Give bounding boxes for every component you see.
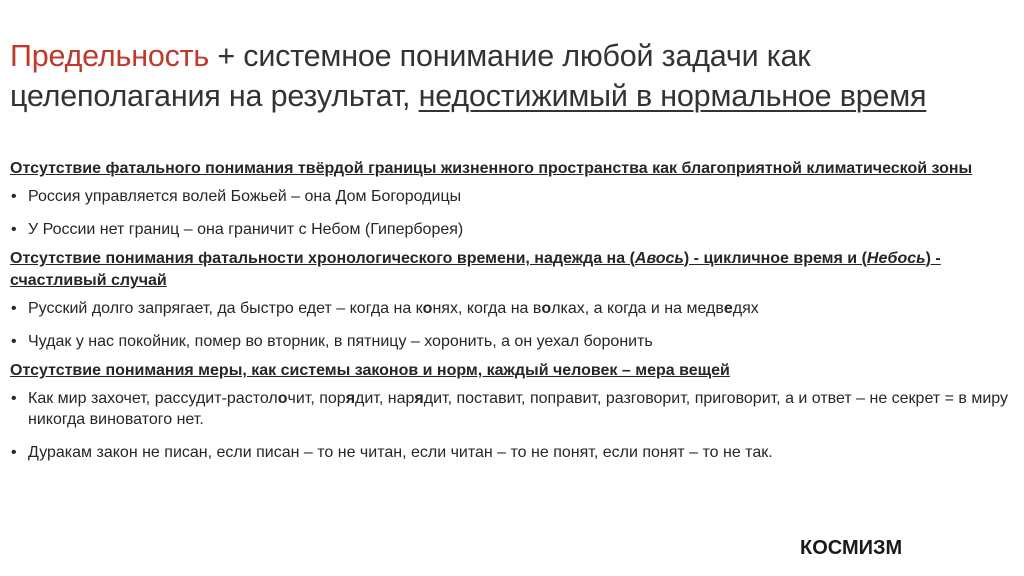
bullet-part: дит, нар bbox=[355, 390, 415, 407]
bullet-item bbox=[10, 298, 1010, 319]
bullet-stress: о bbox=[277, 390, 288, 407]
section-heading: Отсутствие фатального понимания твёрдой границы жизненного пространства как благоприятной климатической зоны bbox=[10, 160, 973, 177]
bullet-stress: я bbox=[345, 390, 356, 407]
bullet-part: дит, поставит, поправит, разговорит, приговорит, а и ответ – не секрет = в миру никогда виноватого нет. bbox=[28, 390, 1008, 428]
bullet-item: • У России нет границ – она граничит с Небом (Гиперборея) bbox=[10, 219, 1010, 240]
title-text: + системное понимание любой задачи как целеполагания на результат, bbox=[10, 39, 811, 113]
bullet-part: Русский долго запрягает, да быстро едет – когда на к bbox=[28, 300, 423, 317]
title-underlined: недостижимый в нормальное время bbox=[418, 79, 927, 113]
section-time bbox=[10, 248, 1010, 352]
bullet-item: • Россия управляется волей Божьей – она Дом Богородицы bbox=[10, 186, 1010, 207]
bullet-stress: о bbox=[422, 300, 433, 317]
slide-content bbox=[10, 158, 1010, 475]
bullet-stress: о bbox=[541, 300, 552, 317]
bullet-part: лках, а когда и на медв bbox=[551, 300, 724, 317]
bullet-stress: я bbox=[414, 390, 424, 407]
footer-label: КОСМИЗМ bbox=[800, 537, 903, 559]
bullet-item bbox=[10, 388, 1010, 430]
section-space bbox=[10, 158, 1010, 240]
bullet-item: • Дуракам закон не писан, если писан – то не читан, если читан – то не понят, если понят – то не так. bbox=[10, 442, 1010, 463]
bullet-part: Как мир захочет, рассудит-растол bbox=[28, 390, 278, 407]
bullet-part: чит, пор bbox=[287, 390, 346, 407]
bullet-item: • Чудак у нас покойник, помер во вторник, в пятницу – хоронить, а он уехал боронить bbox=[10, 331, 1010, 352]
bullet-part: нях, когда на в bbox=[432, 300, 542, 317]
heading-part: ) - счастливый случай bbox=[10, 250, 941, 289]
heading-italic-nebos: Небось bbox=[866, 250, 926, 267]
bullet-part: дях bbox=[732, 300, 759, 317]
heading-part: ) - цикличное время и ( bbox=[683, 250, 867, 267]
title-accent: Предельность bbox=[10, 39, 210, 73]
heading-part: Отсутствие понимания фатальности хронологического времени, надежда на ( bbox=[10, 250, 635, 267]
slide-title bbox=[10, 36, 1014, 116]
section-measure bbox=[10, 360, 1010, 463]
section-heading bbox=[10, 248, 1010, 292]
heading-italic-avos: Авось bbox=[634, 250, 684, 267]
bullet-stress: е bbox=[723, 300, 733, 317]
section-heading: Отсутствие понимания меры, как системы законов и норм, каждый человек – мера вещей bbox=[10, 362, 730, 379]
